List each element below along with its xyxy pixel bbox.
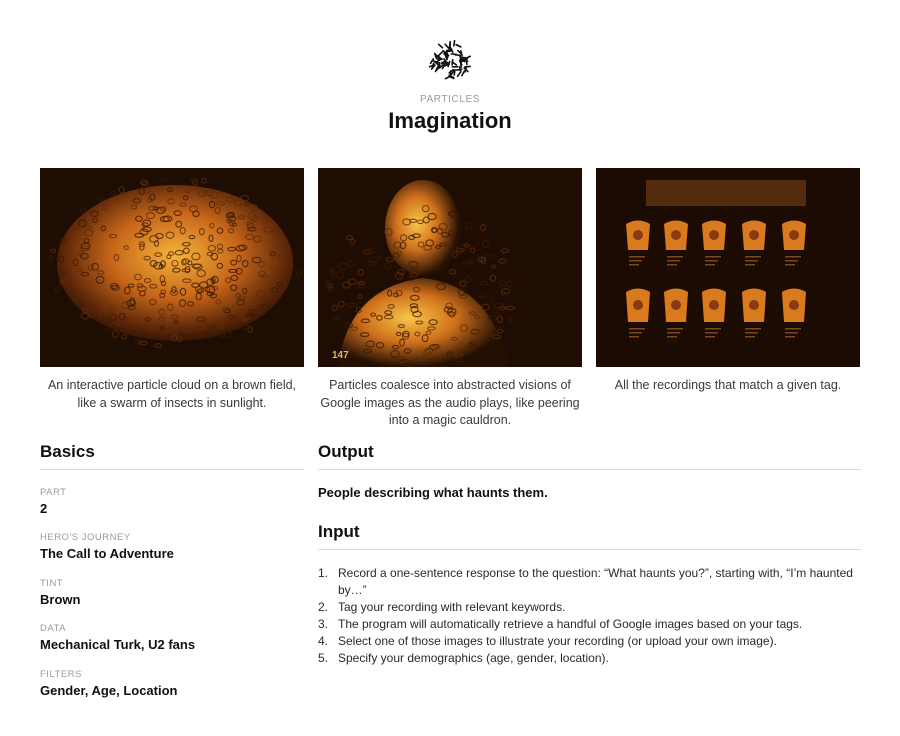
page-title: Imagination (388, 108, 512, 133)
data-label: DATA (40, 623, 66, 634)
input-step (318, 599, 861, 616)
particle-cloud-image (40, 168, 304, 367)
step-text: The program will automatically retrieve a handful of Google images based on your tags. (338, 617, 803, 631)
page-kicker: PARTICLES (419, 94, 481, 105)
input-steps-list (318, 565, 861, 667)
heros-journey-label: HERO'S JOURNEY (40, 532, 131, 543)
svg-text:147: 147 (332, 350, 349, 361)
step-number: 5. (318, 651, 329, 665)
particle-portrait-image (318, 168, 582, 367)
filters-value: Gender, Age, Location (40, 683, 178, 698)
particle-cluster-icon (427, 38, 473, 84)
gallery-caption: An interactive particle cloud on a brown field, like a swarm of insects in sunlight. (47, 378, 297, 410)
tint-label: TINT (40, 578, 64, 589)
input-step (318, 650, 861, 667)
basics-divider (40, 469, 304, 470)
input-divider (318, 549, 861, 550)
step-text: Select one of those images to illustrate your recording (or upload your own image). (338, 634, 777, 648)
step-number: 1. (318, 566, 329, 580)
step-number: 4. (318, 634, 329, 648)
tint-value: Brown (40, 592, 81, 607)
step-text: Specify your demographics (age, gender, location). (338, 651, 609, 665)
step-text: Tag your recording with relevant keywords. (338, 600, 566, 614)
part-label: PART (40, 487, 67, 498)
recordings-grid-image (596, 168, 860, 367)
step-number: 2. (318, 600, 329, 614)
gallery-caption: All the recordings that match a given tag. (614, 378, 842, 392)
gallery-caption: Particles coalesce into abstracted visions of Google images as the audio plays, like peering into a magic cauldron. (320, 378, 580, 427)
input-step (318, 633, 861, 650)
basics-heading: Basics (40, 442, 95, 461)
output-description: People describing what haunts them. (318, 485, 548, 500)
output-divider (318, 469, 861, 470)
input-step (318, 616, 861, 633)
input-step (318, 565, 861, 599)
input-heading: Input (318, 522, 360, 541)
output-heading: Output (318, 442, 374, 461)
step-number: 3. (318, 617, 329, 631)
step-text: Record a one-sentence response to the question: “What haunts you?”, starting with, “I’m haunted by…” (338, 566, 853, 597)
part-value: 2 (40, 501, 48, 516)
filters-label: FILTERS (40, 669, 82, 680)
data-value: Mechanical Turk, U2 fans (40, 637, 196, 652)
heros-journey-value: The Call to Adventure (40, 546, 174, 561)
